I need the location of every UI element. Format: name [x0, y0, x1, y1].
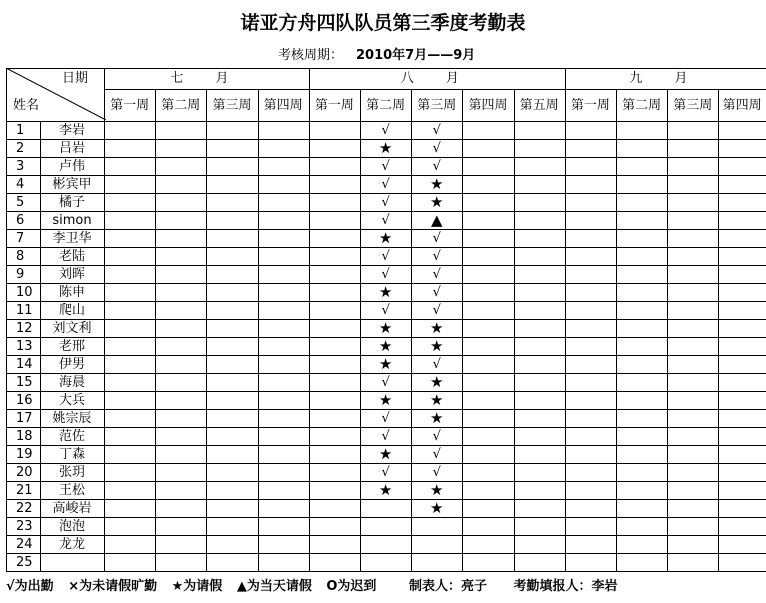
member-name: 李岩 — [58, 123, 85, 138]
attendance-mark: ★ — [378, 482, 393, 499]
attendance-mark: ★ — [378, 446, 393, 463]
week-header: 第二周 — [161, 98, 201, 113]
row-number: 2 — [16, 141, 25, 156]
week-header: 第三周 — [673, 98, 713, 113]
row-number: 1 — [16, 123, 25, 138]
row-divider — [6, 499, 766, 500]
attendance-mark: ★ — [378, 338, 393, 355]
row-number: 11 — [16, 303, 33, 318]
attendance-mark: √ — [432, 267, 441, 282]
attendance-mark: √ — [432, 357, 441, 372]
row-number: 19 — [16, 447, 33, 462]
attendance-mark: √ — [432, 123, 441, 138]
row-divider — [6, 535, 766, 536]
row-number: 8 — [16, 249, 25, 264]
attendance-mark: ★ — [378, 140, 393, 157]
member-name: 老邢 — [58, 339, 85, 354]
week-header: 第一周 — [314, 98, 354, 113]
attendance-mark: √ — [432, 429, 441, 444]
row-number: 10 — [16, 285, 33, 300]
row-number: 23 — [16, 519, 33, 534]
member-name: 吕岩 — [58, 141, 85, 156]
attendance-mark: √ — [381, 159, 390, 174]
period-value: 2010年7月——9月 — [356, 48, 476, 63]
row-number: 6 — [16, 213, 25, 228]
member-name: 橘子 — [58, 195, 85, 210]
legend-present: √为出勤 — [6, 579, 54, 594]
row-number: 7 — [16, 231, 25, 246]
date-header: 日期 — [61, 71, 88, 86]
month-divider — [309, 68, 310, 571]
attendance-mark: ★ — [430, 410, 444, 427]
month-header-8: 八 月 — [400, 71, 473, 86]
row-number: 15 — [16, 375, 33, 390]
week-divider — [258, 89, 259, 571]
row-number: 17 — [16, 411, 33, 426]
attendance-mark: ★ — [430, 392, 444, 409]
member-name: 李卫华 — [52, 231, 92, 246]
attendance-mark: √ — [432, 141, 441, 156]
member-name: 丁森 — [58, 447, 85, 462]
attendance-mark: √ — [381, 375, 390, 390]
attendance-mark: ★ — [430, 374, 444, 391]
attendance-mark: √ — [381, 465, 390, 480]
name-header: 姓名 — [12, 98, 39, 113]
row-number: 5 — [16, 195, 25, 210]
week-header: 第三周 — [212, 98, 252, 113]
attendance-mark: √ — [381, 123, 390, 138]
row-number: 16 — [16, 393, 33, 408]
table-maker: 制表人：亮子 — [408, 579, 487, 594]
member-name: 卢伟 — [58, 159, 85, 174]
attendance-mark: √ — [381, 195, 390, 210]
attendance-mark: √ — [381, 249, 390, 264]
row-number: 12 — [16, 321, 33, 336]
member-name — [40, 554, 104, 571]
member-name: 彬宾甲 — [52, 177, 92, 192]
member-name: 伊男 — [58, 357, 85, 372]
row-number: 21 — [16, 483, 33, 498]
week-header: 第三周 — [417, 98, 457, 113]
week-divider — [514, 89, 515, 571]
row-number: 20 — [16, 465, 33, 480]
week-header: 第五周 — [519, 98, 559, 113]
week-header: 第四周 — [263, 98, 303, 113]
week-divider — [718, 89, 719, 571]
attendance-mark: ★ — [430, 338, 444, 355]
week-header: 第一周 — [570, 98, 610, 113]
name-column-divider — [104, 68, 105, 571]
row-number: 18 — [16, 429, 33, 444]
legend-absent: ×为未请假旷勤 — [68, 579, 158, 594]
legend-footer — [6, 576, 628, 598]
attendance-mark: ★ — [378, 392, 393, 409]
attendance-mark: √ — [381, 267, 390, 282]
week-divider — [155, 89, 156, 571]
member-name: 泡泡 — [58, 519, 85, 534]
attendance-mark: ★ — [378, 230, 393, 247]
attendance-mark: √ — [432, 303, 441, 318]
attendance-reporter: 考勤填报人：李岩 — [513, 579, 618, 594]
member-name: 海晨 — [58, 375, 85, 390]
attendance-mark: ★ — [378, 320, 393, 337]
row-number: 9 — [16, 267, 25, 282]
attendance-mark: ★ — [430, 194, 444, 211]
month-header-9: 九 月 — [629, 71, 702, 86]
attendance-mark: √ — [381, 303, 390, 318]
row-number: 13 — [16, 339, 33, 354]
attendance-mark: √ — [432, 447, 441, 462]
week-header: 第二周 — [622, 98, 662, 113]
legend-same-day-leave: ▲为当天请假 — [236, 579, 312, 594]
attendance-mark: √ — [432, 159, 441, 174]
attendance-mark: √ — [381, 429, 390, 444]
page-title: 诺亚方舟四队队员第三季度考勤表 — [240, 12, 526, 34]
attendance-mark: √ — [432, 249, 441, 264]
member-name: 爬山 — [58, 303, 85, 318]
member-name: 张玥 — [58, 465, 85, 480]
member-name: 老陆 — [58, 249, 85, 264]
attendance-mark: ★ — [430, 482, 444, 499]
row-divider — [6, 553, 766, 554]
week-header: 第二周 — [366, 98, 406, 113]
member-name: 大兵 — [58, 393, 85, 408]
period-label: 考核周期： — [278, 48, 344, 63]
attendance-mark: √ — [432, 465, 441, 480]
legend-leave: ★为请假 — [171, 579, 223, 594]
row-number: 22 — [16, 501, 33, 516]
member-name: 刘晖 — [58, 267, 85, 282]
attendance-mark: ▲ — [431, 212, 443, 229]
attendance-mark: ★ — [378, 284, 393, 301]
attendance-mark: √ — [432, 285, 441, 300]
member-name: 王松 — [58, 483, 85, 498]
attendance-mark: √ — [432, 231, 441, 246]
row-number: 25 — [16, 555, 33, 570]
member-name: 刘文利 — [52, 321, 92, 336]
row-number: 14 — [16, 357, 33, 372]
attendance-mark: ★ — [378, 356, 393, 373]
row-number: 3 — [16, 159, 25, 174]
member-name: 高峻岩 — [52, 501, 92, 516]
attendance-mark: ★ — [430, 176, 444, 193]
member-name: 龙龙 — [58, 537, 85, 552]
week-divider — [616, 89, 617, 571]
month-header-7: 七 月 — [170, 71, 243, 86]
attendance-mark: ★ — [430, 320, 444, 337]
attendance-mark: ★ — [430, 500, 444, 517]
row-number: 24 — [16, 537, 33, 552]
member-name: simon — [52, 213, 92, 228]
week-header: 第一周 — [110, 98, 150, 113]
week-divider — [667, 89, 668, 571]
month-divider — [565, 68, 566, 571]
row-number: 4 — [16, 177, 25, 192]
row-divider — [6, 571, 766, 572]
week-divider — [206, 89, 207, 571]
attendance-mark: √ — [381, 177, 390, 192]
week-header: 第四周 — [468, 98, 508, 113]
member-name: 姚宗辰 — [52, 411, 92, 426]
week-header: 第四周 — [722, 98, 762, 113]
attendance-mark: √ — [381, 213, 390, 228]
member-name: 陈申 — [58, 285, 85, 300]
attendance-mark: √ — [381, 411, 390, 426]
row-divider — [6, 517, 766, 518]
member-name: 范佐 — [58, 429, 85, 444]
legend-late: O为迟到 — [326, 579, 377, 594]
